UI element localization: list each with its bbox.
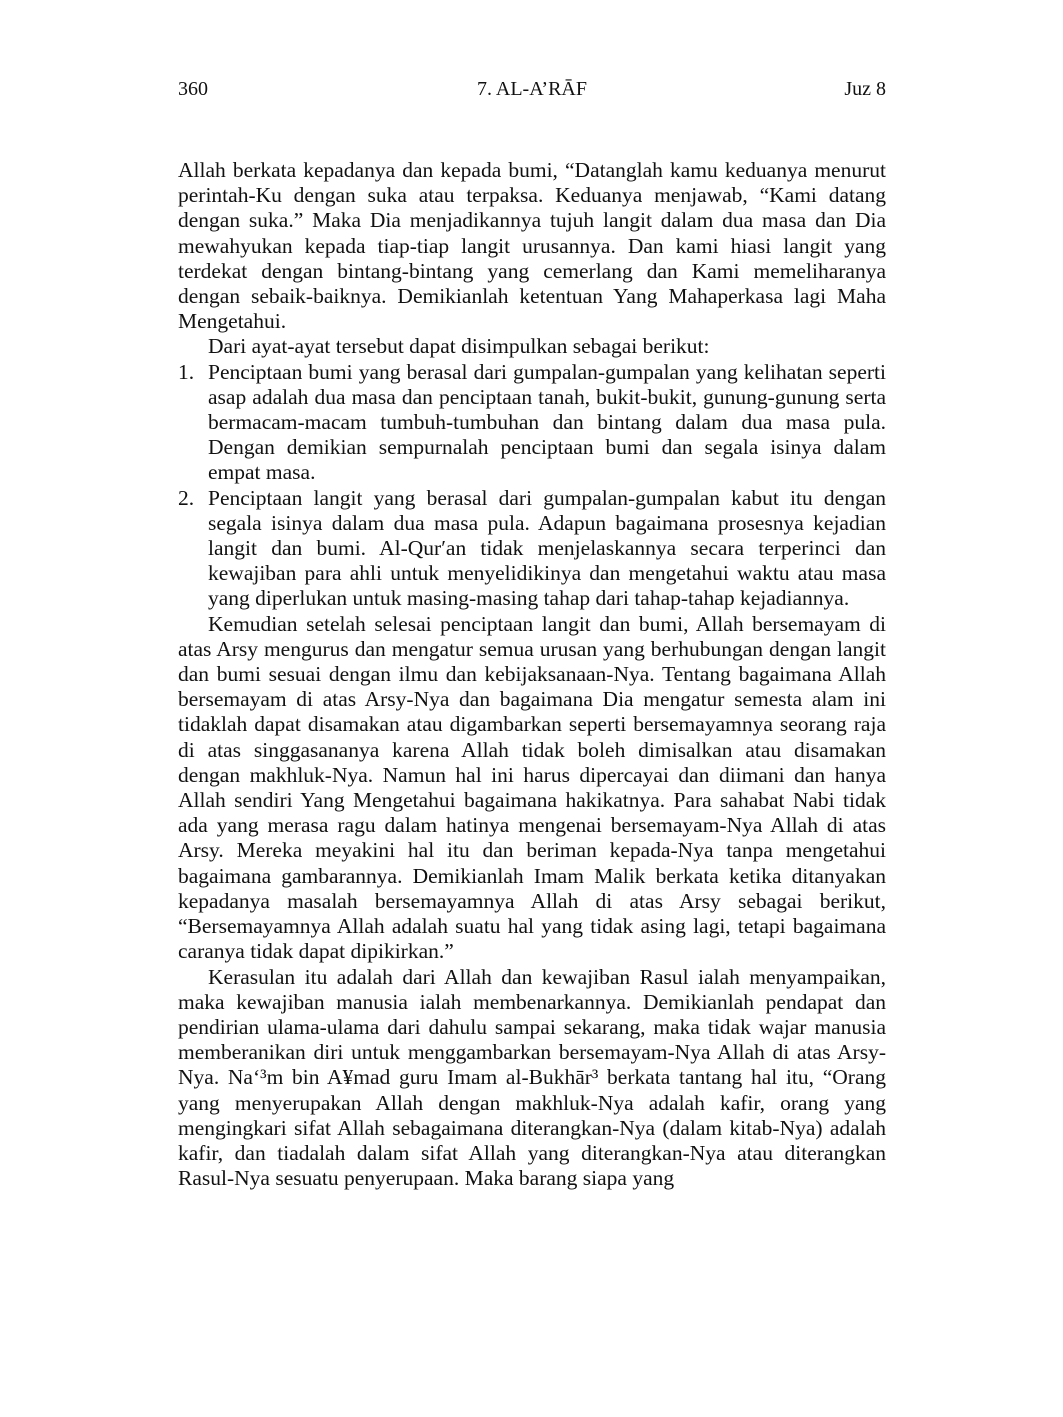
list-item [178,360,886,486]
paragraph-verse-translation: Allah berkata kepadanya dan kepada bumi, “Datanglah kamu keduanya menurut perintah-Ku dengan suka atau terpaksa. Keduanya menjawab, “Kami datang dengan suka.” Maka Dia menjadikannya tujuh langit dalam dua masa dan Dia mewahyukan kepada tiap-tiap langit urusannya. Dan kami hiasi langit yang terdekat dengan bintang-bintang yang cemerlang dan Kami memeliharanya dengan sebaik-baiknya. Demikianlah ketentuan Yang Mahaperkasa lagi Maha Mengetahui. [178,158,886,334]
paragraph-conclusion-intro: Dari ayat-ayat tersebut dapat disimpulkan sebagai berikut: [208,334,710,359]
list-item-number: 2. [178,485,195,510]
list-item-text: Penciptaan langit yang berasal dari gumpalan-gumpalan kabut itu dengan segala isinya dalam dua masa pula. Adapun bagaimana prosesnya kejadian langit dan bumi. Al-Qur′an tidak menjelaskannya secara terperinci dan kewajiban para ahli untuk menyelidikinya dan mengetahui waktu atau masa yang diperlukan untuk masing-masing tahap dari tahap-tahap kejadiannya. [208,485,886,611]
list-item [178,486,886,612]
list-item-text: Penciptaan bumi yang berasal dari gumpalan-gumpalan yang kelihatan seperti asap adalah dua masa dan penciptaan tanah, bukit-bukit, gunung-gunung serta bermacam-macam tumbuh-tumbuhan dan bintang dalam dua masa pula. Dengan demikian sempurnalah penciptaan bumi dan segala isinya dalam empat masa. [208,359,886,485]
chapter-title: 7. AL-A’RĀF [476,78,587,100]
list-item-number: 1. [178,359,195,384]
paragraph-kerasulan: Kerasulan itu adalah dari Allah dan kewajiban Rasul ialah menyampaikan, maka kewajiban manusia ialah membenarkannya. Demikianlah pendapat dan pendirian ulama-ulama dari dahulu sampai sekarang, maka tidak wajar manusia memberanikan diri untuk menggambarkan bersemayam-Nya Allah di atas Arsy-Nya. Na‘³m bin A¥mad guru Imam al-Bukhār³ berkata tantang hal itu, “Orang yang menyerupakan Allah dengan makhluk-Nya adalah kafir, orang yang mengingkari sifat Allah sebagaimana diterangkan-Nya (dalam kitab-Nya) adalah kafir, dan tiadalah dalam sifat Allah yang diterangkan-Nya atau diterangkan Rasul-Nya sesuatu penyerupaan. Maka barang siapa yang [178,964,886,1191]
body-text [178,158,886,1191]
page-number: 360 [178,78,208,100]
juz-label: Juz 8 [844,78,886,100]
paragraph-arsy: Kemudian setelah selesai penciptaan langit dan bumi, Allah bersemayam di atas Arsy mengurus dan mengatur semua urusan yang berhubungan dengan langit dan bumi sesuai dengan ilmu dan kebijaksanaan-Nya. Tentang bagaimana Allah bersemayam di atas Arsy-Nya dan bagaimana Dia mengatur semesta alam ini tidaklah dapat disamakan atau digambarkan seperti bersemayamnya seorang raja di atas singgasananya karena Allah tidak boleh dimisalkan atau disamakan dengan makhluk-Nya. Namun hal ini harus dipercayai dan diimani dan hanya Allah sendiri Yang Mengetahui bagaimana hakikatnya. Para sahabat Nabi tidak ada yang merasa ragu dalam hatinya mengenai bersemayam-Nya Allah di atas Arsy. Mereka meyakini hal itu dan beriman kepada-Nya tanpa mengetahui bagaimana gambarannya. Demikianlah Imam Malik berkata ketika ditanyakan kepadanya masalah bersemayamnya Allah di atas Arsy sebagai berikut, “Bersemayamnya Allah adalah suatu hal yang tidak asing lagi, tetapi bagaimana caranya tidak dapat dipikirkan.” [178,611,886,964]
running-header [178,76,886,102]
